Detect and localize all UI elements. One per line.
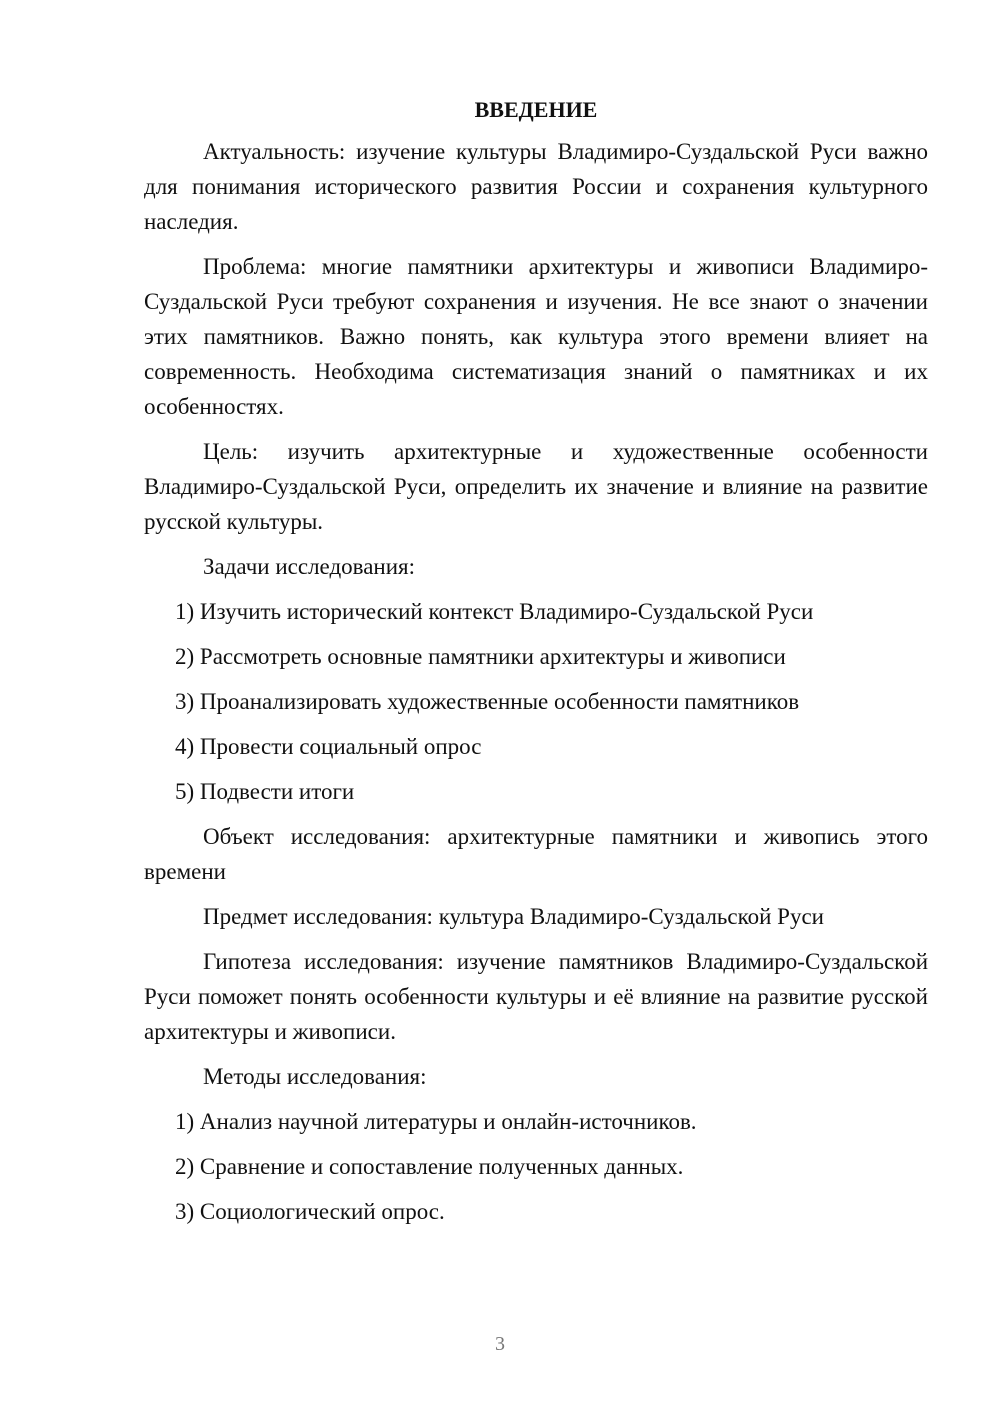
method-item: 2) Сравнение и сопоставление полученных данных. (175, 1154, 684, 1179)
hypothesis-paragraph: Гипотеза исследования: изучение памятников Владимиро-Суздальской Руси поможет понять особенности культуры и её влияние на развитие русской архитектуры и живописи. (144, 949, 928, 1044)
problem-paragraph: Проблема: многие памятники архитектуры и живописи Владимиро-Суздальской Руси требуют сохранения и изучения. Не все знают о значении этих памятников. Важно понять, как культура этого времени влияет на современность. Необходима систематизация знаний о памятниках и их особенностях. (144, 254, 928, 419)
relevance-paragraph: Актуальность: изучение культуры Владимиро-Суздальской Руси важно для понимания исторического развития России и сохранения культурного наследия. (144, 139, 928, 234)
task-item: 2) Рассмотреть основные памятники архитектуры и живописи (175, 644, 786, 669)
object-paragraph: Объект исследования: архитектурные памятники и живопись этого времени (144, 824, 928, 884)
page-content (144, 94, 928, 1239)
method-item: 1) Анализ научной литературы и онлайн-источников. (175, 1109, 697, 1134)
section-title: ВВЕДЕНИЕ (474, 97, 598, 122)
goal-paragraph: Цель: изучить архитектурные и художественные особенности Владимиро-Суздальской Руси, определить их значение и влияние на развитие русской культуры. (144, 439, 928, 534)
tasks-label: Задачи исследования: (203, 554, 416, 579)
methods-label: Методы исследования: (203, 1064, 427, 1089)
page-number: 3 (495, 1333, 505, 1355)
task-item: 1) Изучить исторический контекст Владимиро-Суздальской Руси (175, 599, 814, 624)
subject-paragraph: Предмет исследования: культура Владимиро-Суздальской Руси (203, 904, 824, 929)
method-item: 3) Социологический опрос. (175, 1199, 445, 1224)
task-item: 3) Проанализировать художественные особенности памятников (175, 689, 800, 714)
task-item: 5) Подвести итоги (175, 779, 355, 804)
task-item: 4) Провести социальный опрос (175, 734, 482, 759)
